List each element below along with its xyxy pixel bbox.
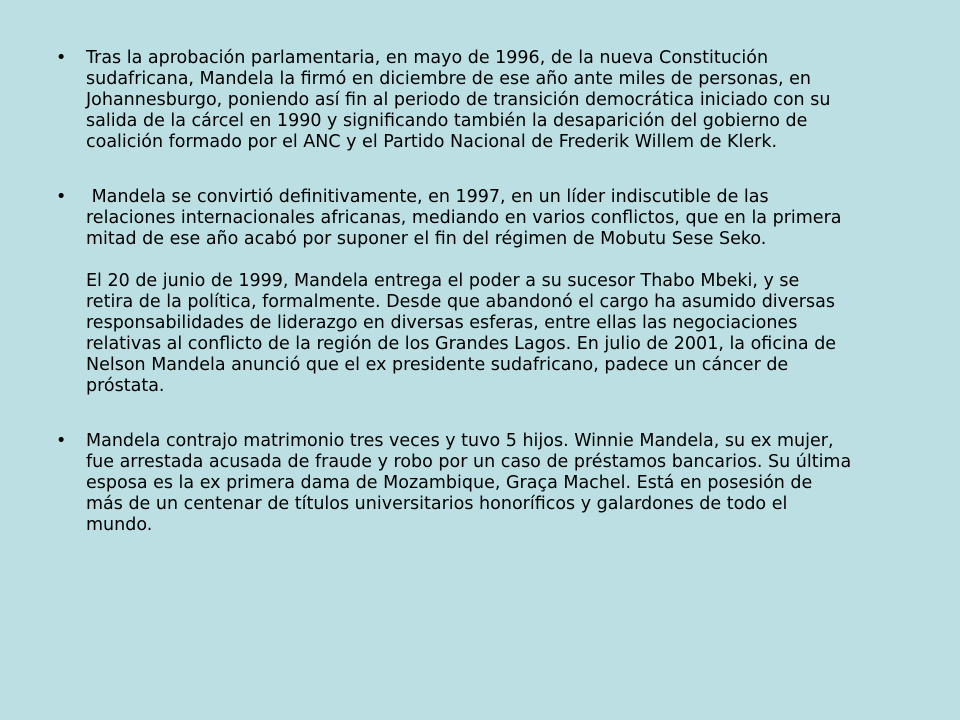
bullet-item-family: [52, 431, 852, 536]
bullet-item-constitution: [52, 48, 852, 153]
bullet-marker: •: [56, 187, 67, 207]
bullet-list: [52, 48, 852, 570]
bullet-marker: •: [56, 48, 67, 68]
bullet-paragraph: Mandela contrajo matrimonio tres veces y tuvo 5 hijos. Winnie Mandela, su ex mujer, fue arrestada acusada de fraude y robo por un caso de préstamos bancarios. Su última esposa es la ex primera dama de Mozambique, Graça Machel. Está en posesión de más de un centenar de títulos universitarios honoríficos y galardones de todo el mundo.: [86, 431, 852, 535]
bullet-paragraph: Tras la aprobación parlamentaria, en mayo de 1996, de la nueva Constitución sudafricana, Mandela la firmó en diciembre de ese año ante miles de personas, en Johannesburgo, poniendo así fin al periodo de transición democrática iniciado con su salida de la cárcel en 1990 y significando también la desaparición del gobierno de coalición formado por el ANC y el Partido Nacional de Frederik Willem de Klerk.: [86, 48, 831, 152]
bullet-item-international-relations: [52, 187, 852, 397]
bullet-marker: •: [56, 431, 67, 451]
bullet-paragraph: El 20 de junio de 1999, Mandela entrega el poder a su sucesor Thabo Mbeki, y se retira de la política, formalmente. Desde que abandonó el cargo ha asumido diversas responsabilidades de liderazgo en diversas esferas, entre ellas las negociaciones relativas al conflicto de la región de los Grandes Lagos. En julio de 2001, la oficina de Nelson Mandela anunció que el ex presidente sudafricano, padece un cáncer de próstata.: [86, 271, 837, 396]
bullet-paragraph: Mandela se convirtió definitivamente, en 1997, en un líder indiscutible de las relaciones internacionales africanas, mediando en varios conflictos, que en la primera mitad de ese año acabó por suponer el fin del régimen de Mobutu Sese Seko.: [86, 187, 848, 249]
